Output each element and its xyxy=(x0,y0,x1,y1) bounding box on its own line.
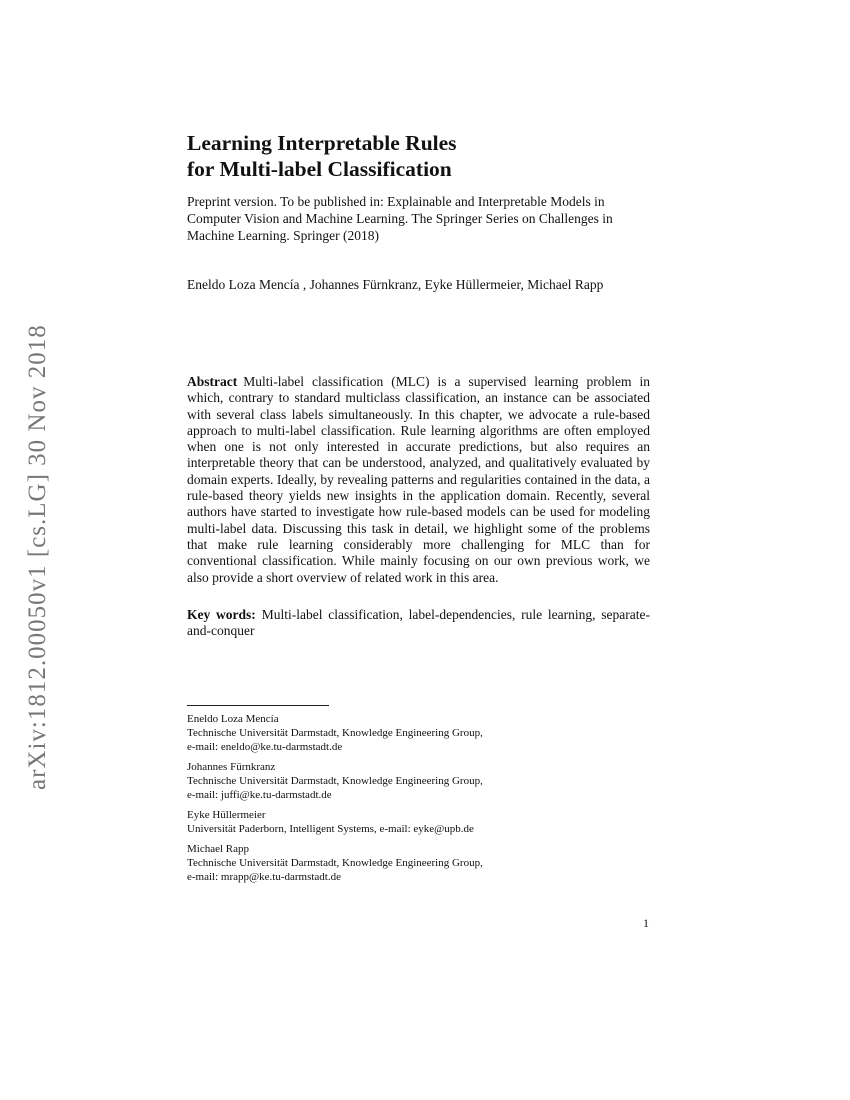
author-list: Eneldo Loza Mencía , Johannes Fürnkranz, Eyke Hüllermeier, Michael Rapp xyxy=(187,277,604,292)
affiliation-entry xyxy=(187,712,650,754)
paper-title xyxy=(187,130,650,182)
affiliation-name: Eyke Hüllermeier xyxy=(187,809,266,821)
affiliation-name: Michael Rapp xyxy=(187,843,250,855)
affiliations xyxy=(187,712,650,890)
affiliation-entry xyxy=(187,760,650,802)
affiliation-email: e-mail: eneldo@ke.tu-darmstadt.de xyxy=(187,741,343,753)
affiliation-email: e-mail: mrapp@ke.tu-darmstadt.de xyxy=(187,871,341,883)
footnote-divider xyxy=(187,705,329,706)
affiliation-email: e-mail: juffi@ke.tu-darmstadt.de xyxy=(187,789,332,801)
abstract-label: Abstract xyxy=(187,374,238,389)
title-line-2: for Multi-label Classification xyxy=(187,157,452,181)
keywords-label: Key words: xyxy=(187,607,256,622)
affiliation-entry xyxy=(187,808,650,836)
preprint-note: Preprint version. To be published in: Explainable and Interpretable Models in Computer Vision and Machine Learning. The Springer Series on Challenges in Machine Learning. Springer (2018) xyxy=(187,194,613,243)
affiliation-entry xyxy=(187,842,650,884)
affiliation-name: Eneldo Loza Mencía xyxy=(187,713,279,725)
affiliation-name: Johannes Fürnkranz xyxy=(187,761,276,773)
keywords-text: Multi-label classification, label-dependencies, rule learning, separate-and-conquer xyxy=(187,607,650,639)
affiliation-institution: Technische Universität Darmstadt, Knowledge Engineering Group, xyxy=(187,727,483,739)
keywords xyxy=(187,607,650,640)
abstract-text: Multi-label classification (MLC) is a supervised learning problem in which, contrary to standard multiclass classification, an instance can be associated with several class labels simultaneously. In this chapter, we advocate a rule-based approach to multi-label classification. Rule learning algorithms are often employed when one is not only interested in accurate predictions, but also requires an interpretable theory that can be understood, analyzed, and qualitatively evaluated by domain experts. Ideally, by revealing patterns and regularities contained in the data, a rule-based theory yields new insights in the application domain. Recently, several authors have started to investigate how rule-based models can be used for modeling multi-label data. Discussing this task in detail, we highlight some of the problems that make rule learning considerably more challenging for MLC than for conventional classification. While mainly focusing on our own previous work, we also provide a short overview of related work in this area. xyxy=(187,374,650,585)
title-line-1: Learning Interpretable Rules xyxy=(187,131,457,155)
arxiv-stamp: arXiv:1812.00050v1 [cs.LG] 30 Nov 2018 xyxy=(24,324,51,790)
page-number: 1 xyxy=(643,916,649,930)
affiliation-institution: Universität Paderborn, Intelligent Systems, e-mail: eyke@upb.de xyxy=(187,823,474,835)
affiliation-institution: Technische Universität Darmstadt, Knowledge Engineering Group, xyxy=(187,775,483,787)
abstract xyxy=(187,374,650,586)
affiliation-institution: Technische Universität Darmstadt, Knowledge Engineering Group, xyxy=(187,857,483,869)
